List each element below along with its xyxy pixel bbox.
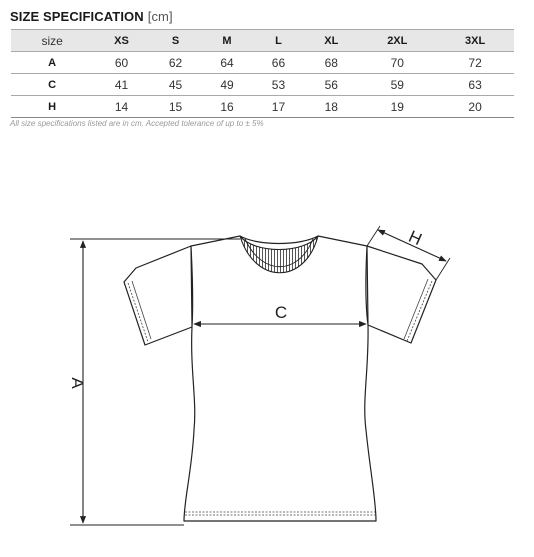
table-cell: 20: [436, 96, 514, 118]
left-sleeve: [124, 246, 192, 345]
table-cell: 49: [201, 74, 252, 96]
size-header-xl: XL: [304, 30, 358, 52]
table-cell: 56: [304, 74, 358, 96]
label-c: C: [274, 303, 288, 322]
table-cell: 64: [201, 52, 252, 74]
table-cell: 53: [253, 74, 304, 96]
table-cell: 45: [150, 74, 201, 96]
size-header-m: M: [201, 30, 252, 52]
right-sleeve: [367, 246, 436, 343]
table-cell: 14: [93, 96, 150, 118]
row-label: H: [11, 96, 93, 118]
label-a: A: [68, 377, 87, 389]
table-cell: 68: [304, 52, 358, 74]
tshirt-outline: [124, 236, 436, 521]
table-cell: 59: [358, 74, 436, 96]
table-cell: 15: [150, 96, 201, 118]
size-header-2xl: 2XL: [358, 30, 436, 52]
table-cell: 66: [253, 52, 304, 74]
table-cell: 70: [358, 52, 436, 74]
table-cell: 18: [304, 96, 358, 118]
title-unit: [cm]: [147, 9, 173, 24]
table-cell: 41: [93, 74, 150, 96]
row-label: A: [11, 52, 93, 74]
size-header-3xl: 3XL: [436, 30, 514, 52]
table-cell: 62: [150, 52, 201, 74]
title-main: SIZE SPECIFICATION: [10, 9, 144, 24]
table-cell: 17: [253, 96, 304, 118]
tolerance-note: All size specifications listed are in cm. Accepted tolerance of up to ± 5%: [10, 119, 264, 128]
tshirt-body: [184, 236, 376, 521]
size-corner-label: size: [11, 30, 93, 52]
label-h: H: [405, 226, 425, 250]
size-header-xs: XS: [93, 30, 150, 52]
table-cell: 72: [436, 52, 514, 74]
size-header-s: S: [150, 30, 201, 52]
table-cell: 60: [93, 52, 150, 74]
row-label: C: [11, 74, 93, 96]
table-cell: 16: [201, 96, 252, 118]
size-header-l: L: [253, 30, 304, 52]
table-cell: 63: [436, 74, 514, 96]
table-cell: 19: [358, 96, 436, 118]
